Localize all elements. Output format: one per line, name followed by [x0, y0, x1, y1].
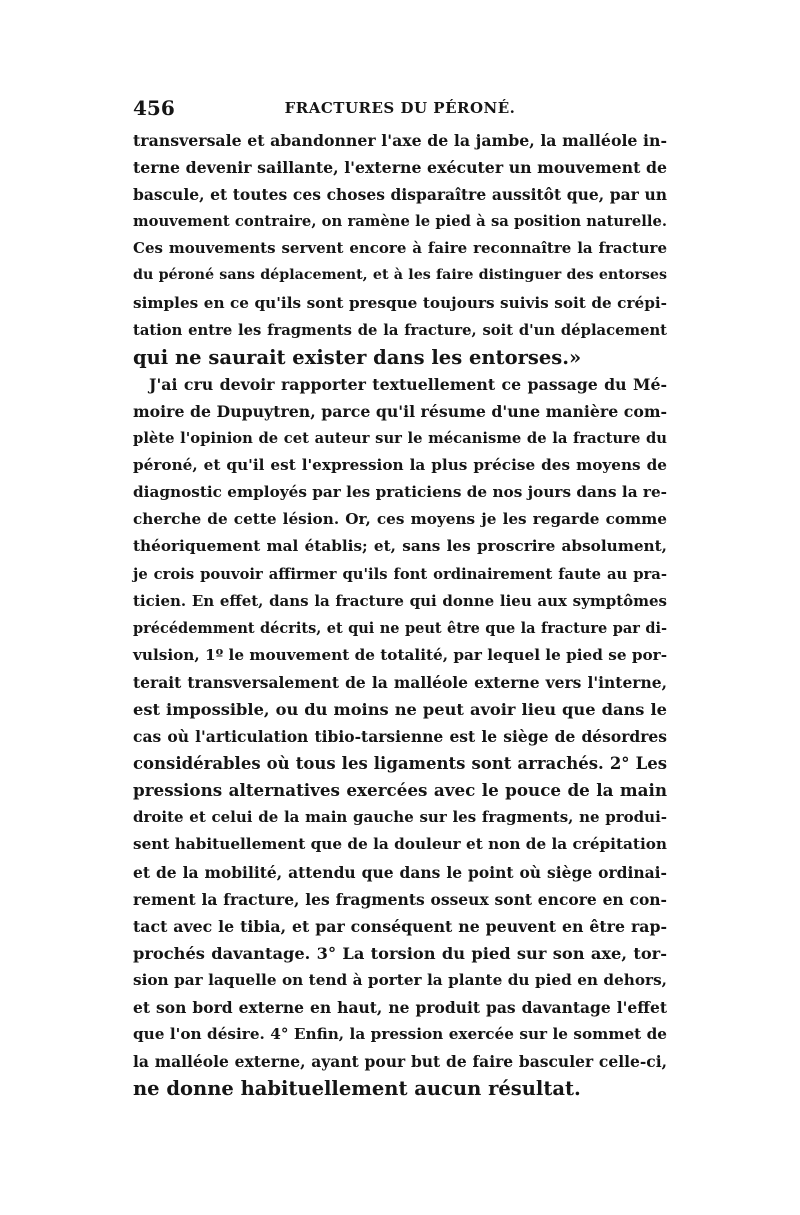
text-line: péroné, et qu'il est l'expression la plus précise des moyens de: [133, 456, 667, 475]
text-line: prochés davantage. 3° La torsion du pied sur son axe, tor-: [133, 943, 667, 963]
text-line: je crois pouvoir affirmer qu'ils font ordinairement faute au pra-: [133, 565, 667, 583]
text-line: sent habituellement que de la douleur et non de la crépitation: [133, 835, 667, 854]
text-line: pressions alternatives exercées avec le pouce de la main: [133, 780, 667, 801]
text-line: vulsion, 1º le mouvement de totalité, par lequel le pied se por-: [133, 645, 668, 664]
text-line: ticien. En effet, dans la fracture qui donne lieu aux symptômes: [133, 591, 667, 610]
paragraph: [133, 127, 667, 371]
text-line: et son bord externe en haut, ne produit pas davantage l'effet: [133, 998, 667, 1017]
text-line: tation entre les fragments de la fracture, soit d'un déplacement: [133, 321, 667, 339]
text-line: J'ai cru devoir rapporter textuellement ce passage du Mé-: [149, 374, 667, 394]
text-line: mouvement contraire, on ramène le pied à sa position naturelle.: [133, 213, 667, 231]
text-line: droite et celui de la main gauche sur les fragments, ne produi-: [133, 808, 667, 827]
page-header: [133, 96, 667, 120]
text-line: cas où l'articulation tibio-tarsienne est le siège de désordres: [133, 727, 667, 747]
text-line: Ces mouvements servent encore à faire reconnaître la fracture: [133, 239, 667, 258]
text-line: est impossible, ou du moins ne peut avoir lieu que dans le: [133, 699, 667, 719]
page-number: 456: [133, 96, 175, 120]
text-line: théoriquement mal établis; et, sans les proscrire absolument,: [133, 537, 667, 556]
text-line: cherche de cette lésion. Or, ces moyens je les regarde comme: [133, 510, 667, 529]
text-line: bascule, et toutes ces choses disparaître aussitôt que, par un: [133, 185, 667, 205]
text-line: du péroné sans déplacement, et à les faire distinguer des entorses: [133, 267, 667, 284]
running-title: FRACTURES DU PÉRONÉ.: [284, 99, 516, 117]
text-line: moire de Dupuytren, parce qu'il résume d'une manière com-: [133, 401, 668, 421]
body-text: [133, 127, 667, 1102]
text-line: simples en ce qu'ils sont presque toujours suivis soit de crépi-: [133, 293, 667, 312]
text-line: rement la fracture, les fragments osseux sont encore en con-: [133, 889, 667, 909]
text-line: précédemment décrits, et qui ne peut être que la fracture par di-: [133, 619, 667, 637]
text-line: qui ne saurait exister dans les entorses.»: [133, 345, 582, 369]
text-line: la malléole externe, ayant pour but de faire basculer celle-ci,: [133, 1052, 667, 1072]
text-line: considérables où tous les ligaments sont arrachés. 2° Les: [133, 754, 667, 774]
text-line: terne devenir saillante, l'externe exécuter un mouvement de: [133, 158, 667, 178]
text-line: transversale et abandonner l'axe de la jambe, la malléole in-: [133, 131, 667, 150]
text-line: sion par laquelle on tend à porter la plante du pied en dehors,: [133, 970, 667, 989]
paragraph: [133, 371, 667, 1103]
text-line: diagnostic employés par les praticiens de nos jours dans la re-: [133, 483, 667, 502]
text-line: ne donne habituellement aucun résultat.: [133, 1077, 581, 1101]
text-line: plète l'opinion de cet auteur sur le mécanisme de la fracture du: [133, 430, 667, 448]
text-line: et de la mobilité, attendu que dans le point où siège ordinai-: [133, 862, 667, 882]
text-line: que l'on désire. 4° Enfin, la pression exercée sur le sommet de: [133, 1025, 667, 1044]
text-line: tact avec le tibia, et par conséquent ne peuvent en être rap-: [133, 916, 667, 936]
text-line: terait transversalement de la malléole externe vers l'interne,: [133, 672, 667, 692]
